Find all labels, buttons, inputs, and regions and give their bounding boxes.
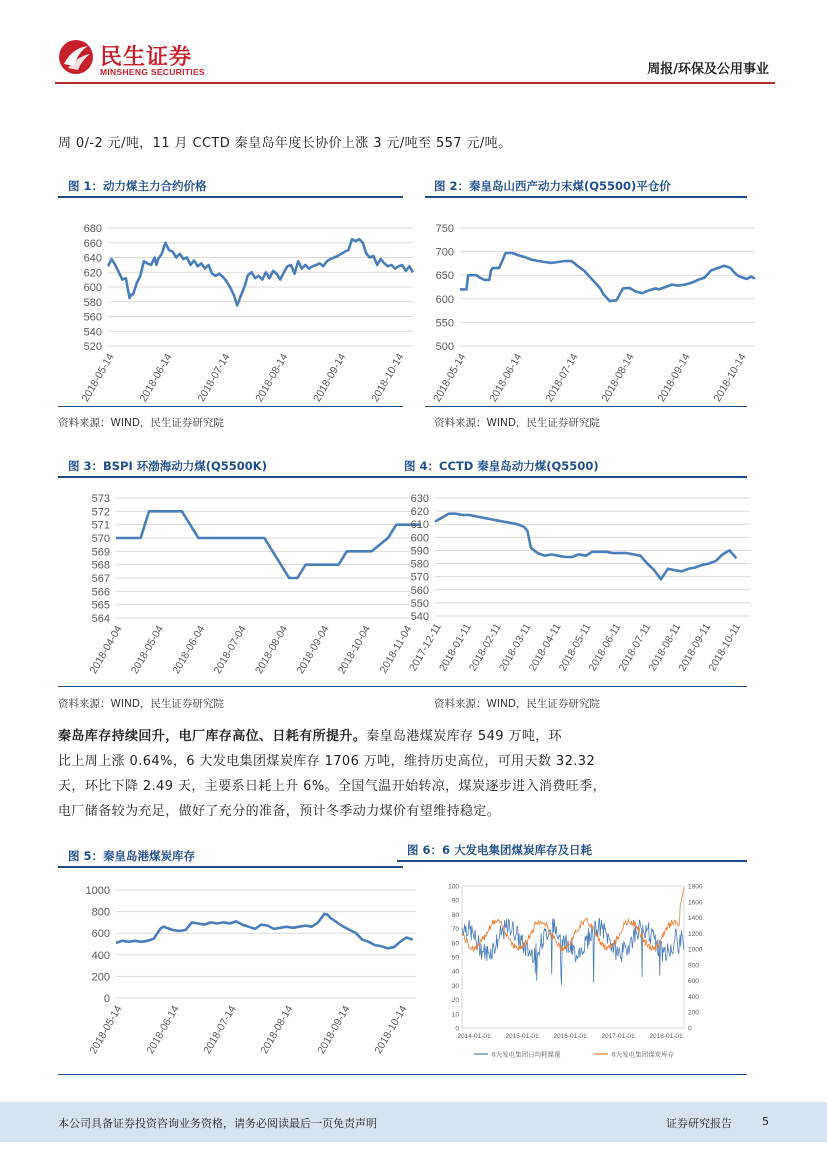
y-tick-label: 640 xyxy=(83,252,102,265)
x-tick-label: 2018-09-14 xyxy=(311,351,349,405)
section-heading: 秦岛库存持续回升，电厂库存高位、日耗有所提升。 xyxy=(58,729,367,744)
y-tick-label-right: 800 xyxy=(688,962,699,970)
x-tick-label: 2018-10-14 xyxy=(369,351,407,405)
x-tick-label: 2018-11-04 xyxy=(377,623,415,676)
y-tick-label: 80 xyxy=(451,911,459,919)
page-number: 5 xyxy=(762,1115,769,1128)
y-tick-label: 600 xyxy=(91,928,110,941)
y-tick-label: 0 xyxy=(455,1025,459,1033)
x-tick-label: 2015-01-01 xyxy=(505,1033,539,1040)
x-tick-label: 2018-06-14 xyxy=(137,351,175,405)
y-tick-label: 570 xyxy=(410,571,429,584)
x-tick-label: 2017-01-01 xyxy=(601,1033,635,1040)
section-line: 比上周上涨 0.64%，6 大发电集团煤炭库存 1706 万吨，维持历史高位，可用天数 32.32 xyxy=(58,754,596,769)
y-tick-label: 567 xyxy=(91,573,110,585)
y-tick-label: 569 xyxy=(91,546,110,559)
legend-label: 6大发电集团煤炭库存 xyxy=(612,1051,675,1059)
logo-name-cn: 民生证券 xyxy=(100,45,193,70)
footer-report-label: 证券研究报告 xyxy=(666,1117,732,1130)
y-tick-label: 580 xyxy=(83,296,102,309)
x-tick-label: 2018-08-14 xyxy=(258,1003,296,1057)
y-tick-label: 620 xyxy=(83,267,102,280)
legend-label: 6大发电集团日均耗煤量 xyxy=(492,1051,561,1059)
y-tick-label-right: 400 xyxy=(688,993,699,1001)
figure-divider xyxy=(397,860,747,862)
y-tick-label: 1000 xyxy=(85,885,110,897)
source-note: 资料来源：WIND，民生证券研究院 xyxy=(434,698,600,710)
y-tick-label-right: 600 xyxy=(688,978,699,986)
y-tick-label: 200 xyxy=(91,971,110,984)
y-tick-label: 680 xyxy=(83,223,102,235)
x-tick-label: 2018-09-11 xyxy=(676,621,714,674)
x-tick-label: 2018-09-04 xyxy=(294,623,332,677)
y-tick-label: 550 xyxy=(435,317,454,330)
y-tick-label: 564 xyxy=(91,613,110,625)
y-tick-label: 568 xyxy=(91,559,110,572)
y-tick-label: 600 xyxy=(83,282,102,294)
x-tick-label: 2018-10-04 xyxy=(335,623,374,677)
y-tick-label: 20 xyxy=(451,997,459,1005)
logo xyxy=(58,38,94,76)
y-tick-label: 630 xyxy=(410,493,429,505)
x-tick-label: 2014-01-01 xyxy=(457,1033,491,1040)
x-tick-label: 2018-07-14 xyxy=(201,1003,239,1057)
header-divider xyxy=(55,82,775,84)
y-tick-label: 500 xyxy=(435,341,454,353)
y-tick-label: 566 xyxy=(91,586,110,599)
x-tick-label: 2018-07-14 xyxy=(195,351,233,405)
x-tick-label: 2018-05-04 xyxy=(128,623,167,677)
figure-title: 图 4：CCTD 秦皇岛动力煤(Q5500) xyxy=(404,459,599,473)
chart-fig1 xyxy=(58,210,407,405)
source-divider xyxy=(397,686,747,687)
y-tick-label: 100 xyxy=(448,883,459,891)
x-tick-label: 2018-08-04 xyxy=(253,623,291,677)
chart-fig3 xyxy=(58,488,415,678)
y-tick-label: 660 xyxy=(83,237,102,250)
x-tick-label: 2018-06-14 xyxy=(487,351,525,405)
footer-disclaimer: 本公司具备证券投资咨询业务资格，请务必阅读最后一页免责声明 xyxy=(58,1117,377,1130)
x-tick-label: 2018-01-01 xyxy=(649,1033,683,1040)
figure-title: 图 3：BSPI 环渤海动力煤(Q5500K) xyxy=(68,459,267,473)
y-tick-label: 650 xyxy=(435,270,454,283)
series-line xyxy=(116,914,413,949)
figure-title: 图 6：6 大发电集团煤炭库存及日耗 xyxy=(407,843,593,857)
x-tick-label: 2018-04-04 xyxy=(87,623,125,677)
y-tick-label: 800 xyxy=(91,906,110,919)
y-tick-label: 550 xyxy=(410,597,429,610)
x-tick-label: 2018-10-11 xyxy=(706,621,744,674)
x-tick-label: 2018-05-14 xyxy=(87,1003,125,1057)
y-tick-label: 400 xyxy=(91,949,110,962)
x-tick-label: 2018-08-11 xyxy=(646,621,684,674)
x-tick-label: 2018-08-14 xyxy=(253,351,291,405)
plot-frame xyxy=(462,886,684,1028)
intro-paragraph: 周 0/-2 元/吨，11 月 CCTD 秦皇岛年度长协价上涨 3 元/吨至 557 元/吨。 xyxy=(58,136,512,151)
source-note: 资料来源：WIND，民生证券研究院 xyxy=(434,417,600,429)
x-tick-label: 2018-07-14 xyxy=(543,351,581,405)
series-line-consumption xyxy=(462,918,684,985)
source-divider xyxy=(58,406,403,407)
y-tick-label: 573 xyxy=(91,493,110,505)
figure-divider xyxy=(397,476,747,478)
figure-divider xyxy=(58,866,403,868)
x-tick-label: 2018-09-14 xyxy=(655,351,693,405)
x-tick-label: 2018-02-11 xyxy=(466,621,504,674)
x-tick-label: 2018-08-14 xyxy=(599,351,637,405)
logo-name-en: MINSHENG SECURITIES xyxy=(100,67,205,77)
y-tick-label: 600 xyxy=(410,532,429,545)
y-tick-label-right: 0 xyxy=(688,1025,692,1033)
x-tick-label: 2018-01-11 xyxy=(436,621,474,674)
y-tick-label: 540 xyxy=(83,326,102,339)
y-tick-label: 560 xyxy=(83,311,102,324)
y-tick-label: 580 xyxy=(410,558,429,571)
figure-divider xyxy=(58,196,403,198)
figure-title: 图 5：秦皇岛港煤炭库存 xyxy=(68,849,196,863)
source-divider xyxy=(58,1074,747,1075)
y-tick-label: 610 xyxy=(410,519,429,532)
y-tick-label-right: 1400 xyxy=(688,915,703,923)
y-tick-label: 50 xyxy=(451,954,459,962)
report-type: 周报/环保及公用事业 xyxy=(647,62,769,77)
section-line: 秦皇岛港煤炭库存 549 万吨，环 xyxy=(366,729,563,744)
x-tick-label: 2018-06-11 xyxy=(586,621,624,674)
x-tick-label: 2018-09-14 xyxy=(315,1003,353,1057)
y-tick-label: 70 xyxy=(451,926,459,934)
y-tick-label-right: 200 xyxy=(688,1009,699,1017)
x-tick-label: 2018-07-11 xyxy=(616,621,654,674)
y-tick-label: 590 xyxy=(410,545,429,558)
y-tick-label-right: 1800 xyxy=(688,883,703,891)
source-note: 资料来源：WIND，民生证券研究院 xyxy=(58,698,224,710)
y-tick-label: 600 xyxy=(435,293,454,306)
chart-fig2 xyxy=(410,210,750,405)
y-tick-label: 30 xyxy=(451,982,459,990)
chart-fig6 xyxy=(440,876,720,1066)
y-tick-label: 571 xyxy=(91,519,110,532)
figure-divider xyxy=(425,196,747,198)
y-tick-label: 90 xyxy=(451,897,459,905)
y-tick-label: 40 xyxy=(451,968,459,976)
series-line xyxy=(435,514,736,580)
x-tick-label: 2018-10-14 xyxy=(711,351,749,405)
x-tick-label: 2018-03-11 xyxy=(496,621,534,674)
chart-fig5 xyxy=(58,876,410,1066)
source-note: 资料来源：WIND，民生证券研究院 xyxy=(58,417,224,429)
y-tick-label: 572 xyxy=(91,506,110,519)
x-tick-label: 2018-10-14 xyxy=(372,1003,410,1057)
y-tick-label-right: 1600 xyxy=(688,899,703,907)
x-tick-label: 2018-07-04 xyxy=(211,623,249,677)
x-tick-label: 2018-05-14 xyxy=(79,351,117,405)
section-line: 天，环比下降 2.49 天，主要系日耗上升 6%。全国气温开始转凉，煤炭逐步进入消费旺季， xyxy=(58,779,606,794)
y-tick-label: 700 xyxy=(435,246,454,259)
source-divider xyxy=(425,406,747,407)
y-tick-label: 520 xyxy=(83,341,102,353)
y-tick-label: 0 xyxy=(103,993,110,1005)
y-tick-label: 540 xyxy=(410,611,429,623)
y-tick-label-right: 1200 xyxy=(688,930,703,938)
source-divider xyxy=(58,686,403,687)
x-tick-label: 2016-01-01 xyxy=(553,1033,587,1040)
x-tick-label: 2018-06-14 xyxy=(144,1003,182,1057)
chart-fig4 xyxy=(400,488,750,678)
y-tick-label: 620 xyxy=(410,506,429,519)
y-tick-label: 560 xyxy=(410,584,429,597)
x-tick-label: 2018-06-04 xyxy=(170,623,208,677)
y-tick-label: 10 xyxy=(451,1011,459,1019)
y-tick-label-right: 1000 xyxy=(688,946,703,954)
x-tick-label: 2018-04-11 xyxy=(526,621,564,674)
x-tick-label: 2017-12-11 xyxy=(407,621,444,674)
y-tick-label: 570 xyxy=(91,533,110,545)
series-line xyxy=(460,253,755,301)
y-tick-label: 565 xyxy=(91,599,110,612)
section-paragraph xyxy=(58,724,773,824)
series-line xyxy=(116,511,421,578)
x-tick-label: 2018-05-14 xyxy=(431,351,469,405)
figure-title: 图 2：秦皇岛山西产动力末煤(Q5500)平仓价 xyxy=(434,179,671,193)
x-tick-label: 2018-05-11 xyxy=(556,621,594,674)
section-line: 电厂储备较为充足，做好了充分的准备，预计冬季动力煤价有望维持稳定。 xyxy=(58,804,501,819)
y-tick-label: 60 xyxy=(451,940,459,948)
figure-title: 图 1：动力煤主力合约价格 xyxy=(68,179,207,193)
figure-divider xyxy=(58,476,403,478)
y-tick-label: 750 xyxy=(435,223,454,235)
